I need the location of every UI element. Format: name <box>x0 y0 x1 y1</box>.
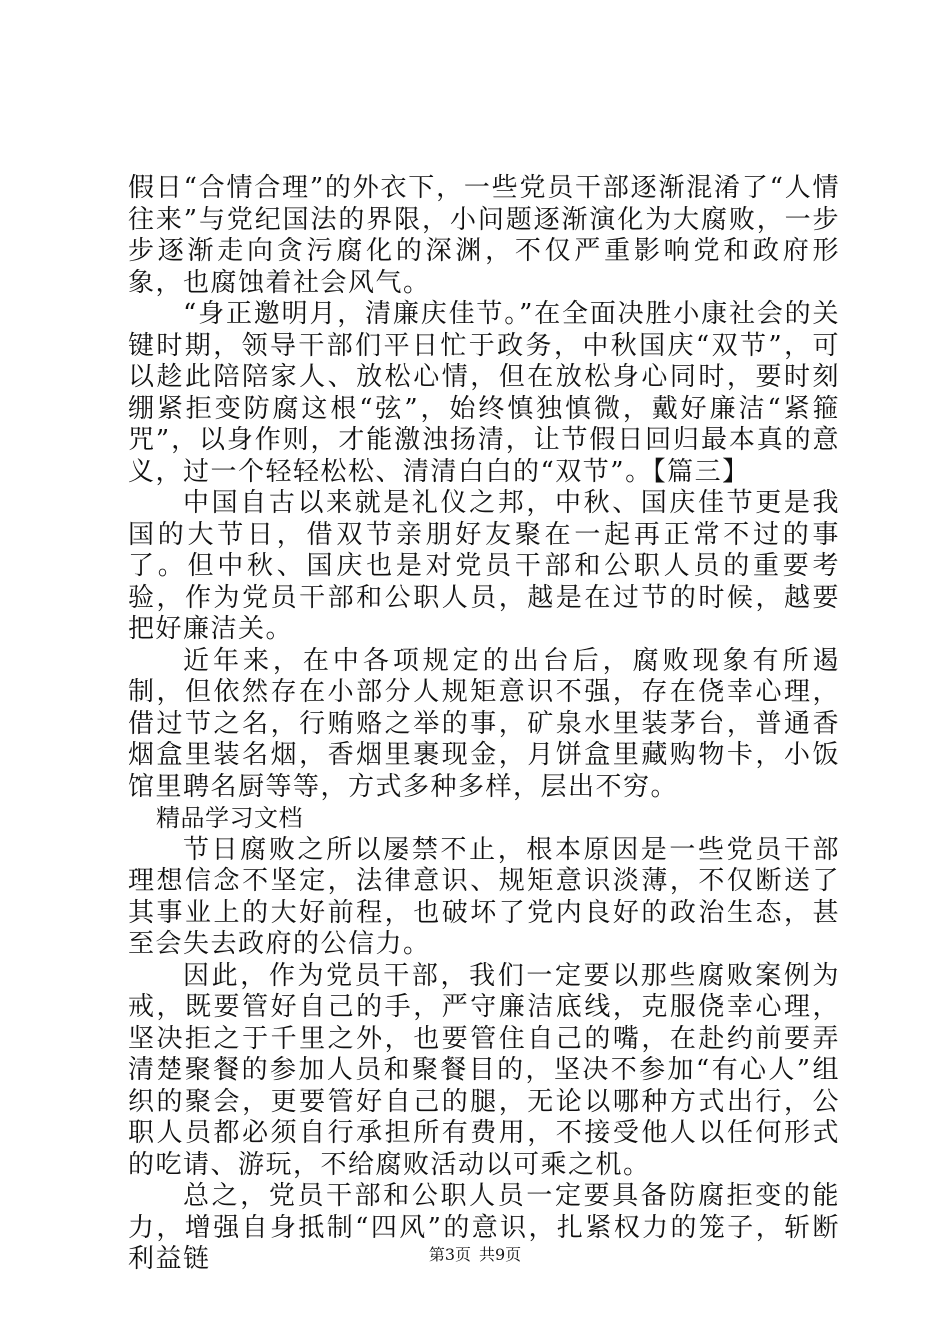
paragraph-7: 总之，党员干部和公职人员一定要具备防腐拒变的能力，增强自身抵制“四风”的意识，扎紧权力的笼子，斩断利益链 <box>128 1181 840 1274</box>
document-body <box>128 173 840 1276</box>
paragraph-6: 因此，作为党员干部，我们一定要以那些腐败案例为戒，既要管好自己的手，严守廉洁底线，克服侥幸心理，坚决拒之于千里之外，也要管住自己的嘴，在赴约前要弄清楚聚餐的参加人员和聚餐目的，坚决不参加“有心人”组织的聚会，更要管好自己的腿，无论以哪种方式出行，公职人员都必须自行承担所有费用，不接受他人以任何形式的吃请、游玩，不给腐败活动以可乘之机。 <box>128 960 840 1180</box>
page-number: 第3页 <box>428 1245 471 1264</box>
page-footer <box>0 1245 950 1265</box>
inserted-caption: 精品学习文档 <box>156 804 303 832</box>
page-total: 共9页 <box>479 1245 522 1264</box>
paragraph-1: 假日“合情合理”的外衣下，一些党员干部逐渐混淆了“人情往来”与党纪国法的界限，小问题逐渐演化为大腐败，一步步逐渐走向贪污腐化的深渊，不仅严重影响党和政府形象，也腐蚀着社会风气。 <box>128 173 840 298</box>
paragraph-2: “身正邀明月，清廉庆佳节。”在全面决胜小康社会的关键时期，领导干部们平日忙于政务，中秋国庆“双节”，可以趁此陪陪家人、放松心情，但在放松身心同时，要时刻绷紧拒变防腐这根“弦”，始终慎独慎微，戴好廉洁“紧箍咒”，以身作则，才能激浊扬清，让节假日回归最本真的意义，过一个轻轻松松、清清白白的“双节”。【篇三】 <box>128 299 840 487</box>
paragraph-3: 中国自古以来就是礼仪之邦，中秋、国庆佳节更是我国的大节日，借双节亲朋好友聚在一起再正常不过的事了。但中秋、国庆也是对党员干部和公职人员的重要考验，作为党员干部和公职人员，越是在过节的时候，越要把好廉洁关。 <box>128 488 840 644</box>
paragraph-5: 节日腐败之所以屡禁不止，根本原因是一些党员干部理想信念不坚定，法律意识、规矩意识淡薄，不仅断送了其事业上的大好前程，也破坏了党内良好的政治生态，甚至会失去政府的公信力。 <box>128 834 840 959</box>
paragraph-4: 近年来，在中各项规定的出台后，腐败现象有所遏制，但依然存在小部分人规矩意识不强，存在侥幸心理，借过节之名，行贿赂之举的事，矿泉水里装茅台，普通香烟盒里装名烟，香烟里裹现金，月饼盒里藏购物卡，小饭馆里聘名厨等等，方式多种多样，层出不穷。 <box>128 645 840 802</box>
